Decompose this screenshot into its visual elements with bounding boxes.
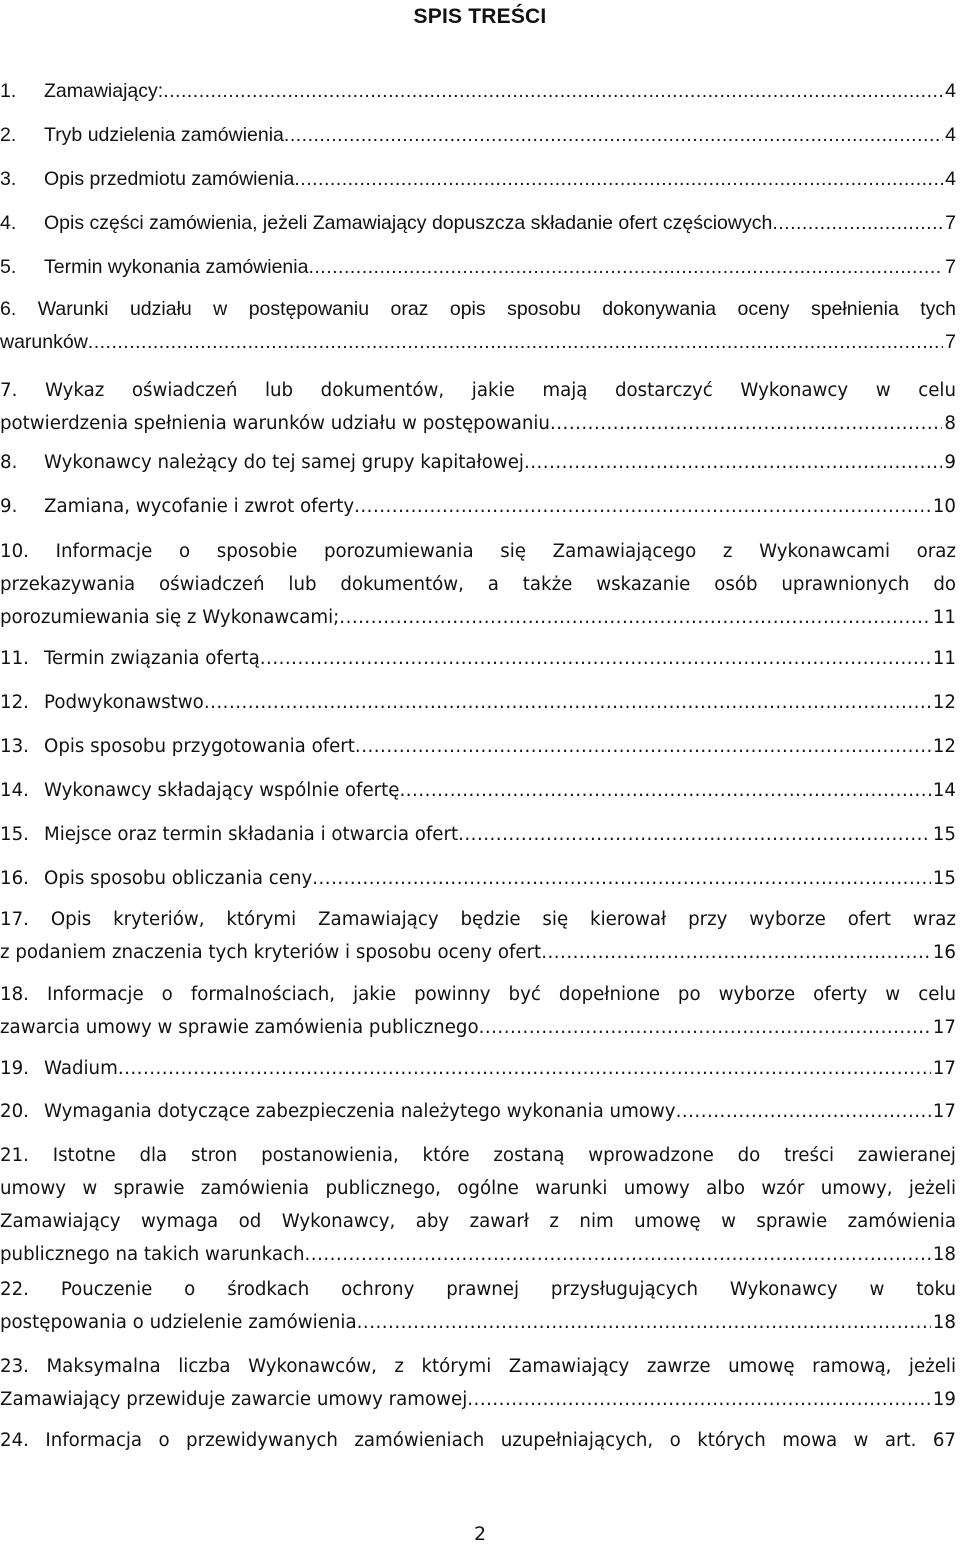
toc-entry[interactable] (0, 1139, 956, 1271)
toc-entry-text: Wadium (44, 1058, 118, 1079)
toc-entry-line (0, 163, 956, 196)
toc-entry-text: warunków (0, 331, 88, 353)
toc-entry-text: Zamawiający: (44, 80, 164, 102)
toc-entry-text: przekazywania oświadczeń lub dokumentów, a także wskazanie osób uprawnionych do (0, 574, 956, 595)
toc-entry[interactable] (0, 1052, 956, 1085)
dot-leader (676, 1095, 931, 1128)
toc-entry-line (0, 1383, 956, 1416)
toc-entry-text: Opis części zamówienia, jeżeli Zamawiający dopuszcza składanie ofert częściowych (44, 212, 773, 234)
toc-entry-text: z podaniem znaczenia tych kryteriów i sposobu oceny ofert (0, 942, 542, 963)
toc-entry-line (0, 1172, 956, 1205)
toc-entry-page: 19 (932, 1389, 956, 1410)
toc-entry[interactable] (0, 490, 956, 523)
toc-entry-line (0, 730, 956, 763)
toc-entry-number: 11. (0, 648, 29, 669)
toc-entry[interactable] (0, 978, 956, 1044)
toc-entry-text: potwierdzenia spełnienia warunków udziału w postępowaniu (0, 413, 550, 434)
dot-leader (399, 774, 930, 807)
toc-entry-line (0, 407, 956, 440)
dot-leader (88, 326, 943, 359)
toc-entry-text: Informacje o formalnościach, jakie powinny być dopełnione po wyborze oferty w celu (46, 984, 956, 1005)
toc-entry-line (0, 1350, 956, 1383)
toc-entry-text: Termin związania ofertą (44, 648, 260, 669)
toc-entry-line (0, 774, 956, 807)
toc-entry-page: 4 (945, 80, 956, 102)
toc-entry-line (0, 1424, 956, 1457)
toc-entry-page: 16 (932, 942, 956, 963)
toc-entry[interactable] (0, 75, 956, 108)
dot-leader (312, 862, 931, 895)
toc-entry-line (0, 446, 956, 479)
toc-entry-number: 12. (0, 692, 29, 713)
toc-entry-text: Pouczenie o środkach ochrony prawnej przysługujących Wykonawcy w toku (60, 1279, 956, 1300)
toc-entry-text: Opis sposobu przygotowania ofert (44, 736, 355, 757)
dot-leader (308, 251, 943, 284)
toc-entry[interactable] (0, 293, 956, 359)
toc-entry-text: zawarcia umowy w sprawie zamówienia publicznego (0, 1017, 479, 1038)
toc-entry-line (0, 601, 956, 634)
toc-entry-text: Opis sposobu obliczania ceny (44, 868, 313, 889)
toc-entry-text: Istotne dla stron postanowienia, które zostaną wprowadzone do treści zawieranej (52, 1145, 956, 1166)
toc-entry-number: 15. (0, 824, 29, 845)
toc-entry[interactable] (0, 119, 956, 152)
dot-leader (479, 1011, 931, 1044)
toc-entry[interactable] (0, 1273, 956, 1339)
dot-leader (355, 730, 931, 763)
toc-entry[interactable] (0, 251, 956, 284)
toc-entry[interactable] (0, 903, 956, 969)
toc-entry-text: Termin wykonania zamówienia (44, 256, 309, 278)
toc-entry-page: 4 (945, 124, 956, 146)
toc-entry-page: 11 (932, 607, 956, 628)
toc-entry[interactable] (0, 1350, 956, 1416)
toc-entry-text: umowy w sprawie zamówienia publicznego, ogólne warunki umowy albo wzór umowy, jeżeli (0, 1178, 956, 1199)
toc-entry-text: porozumiewania się z Wykonawcami; (0, 607, 340, 628)
toc-entry[interactable] (0, 374, 956, 440)
toc-entry-line (0, 1306, 956, 1339)
toc-entry-number: 6. (0, 298, 17, 320)
toc-entry-number: 17. (0, 909, 29, 930)
toc-entry-text: Wykonawcy składający wspólnie ofertę (44, 780, 400, 801)
toc-entry-page: 10 (932, 496, 956, 517)
toc-entry-text: Zamiana, wycofanie i zwrot oferty (44, 496, 355, 517)
dot-leader (260, 642, 931, 675)
toc-entry-page: 9 (944, 452, 956, 473)
toc-entry[interactable] (0, 686, 956, 719)
dot-leader (204, 686, 931, 719)
toc-entry-number: 3. (0, 168, 17, 190)
toc-entry-text: publicznego na takich warunkach (0, 1244, 305, 1265)
toc-entry[interactable] (0, 207, 956, 240)
toc-entry-number: 5. (0, 256, 17, 278)
toc-entry-number: 24. (0, 1430, 29, 1451)
toc-entry[interactable] (0, 818, 956, 851)
toc-entry-line (0, 326, 956, 359)
toc-entry-line (0, 936, 956, 969)
dot-leader (357, 1306, 931, 1339)
toc-entry-text: Warunki udziału w postępowaniu oraz opis sposobu dokonywania oceny spełnienia tych (37, 298, 956, 320)
toc-entry-line (0, 1095, 956, 1128)
toc-entry-line (0, 642, 956, 675)
dot-leader (550, 407, 942, 440)
toc-entry-line (0, 862, 956, 895)
dot-leader (467, 1383, 931, 1416)
toc-entry-text: Zamawiający przewiduje zawarcie umowy ramowej (0, 1389, 468, 1410)
toc-entry-line (0, 1139, 956, 1172)
toc-entry-number: 8. (0, 452, 18, 473)
toc-entry-page: 7 (945, 212, 956, 234)
toc-entry-text: Wymagania dotyczące zabezpieczenia należytego wykonania umowy (44, 1101, 676, 1122)
dot-leader (305, 1238, 931, 1271)
toc-entry[interactable] (0, 446, 956, 479)
dot-leader (772, 207, 943, 240)
toc-entry-line (0, 818, 956, 851)
toc-entry-page: 4 (945, 168, 956, 190)
toc-entry-text: Wykaz oświadczeń lub dokumentów, jakie mają dostarczyć Wykonawcy w celu (44, 380, 956, 401)
toc-entry-line (0, 1273, 956, 1306)
toc-entry[interactable] (0, 1095, 956, 1128)
toc-entry-page: 15 (932, 824, 956, 845)
toc-entry-line (0, 490, 956, 523)
dot-leader (118, 1052, 931, 1085)
toc-entry-number: 7. (0, 380, 18, 401)
toc-entry-page: 7 (945, 331, 956, 353)
toc-entry-text: Wykonawcy należący do tej samej grupy kapitałowej (44, 452, 524, 473)
toc-entry-number: 19. (0, 1058, 29, 1079)
toc-entry-line (0, 903, 956, 936)
toc-entry[interactable] (0, 1424, 956, 1457)
toc-entry-page: 18 (932, 1312, 956, 1333)
toc-entry-page: 15 (932, 868, 956, 889)
toc-entry[interactable] (0, 862, 956, 895)
dot-leader (541, 936, 931, 969)
toc-entry-number: 22. (0, 1279, 29, 1300)
toc-entry-number: 13. (0, 736, 29, 757)
toc-entry-page: 12 (932, 692, 956, 713)
toc-entry-line (0, 251, 956, 284)
toc-entry-page: 7 (945, 256, 956, 278)
toc-entry-number: 14. (0, 780, 29, 801)
toc-entry-number: 1. (0, 80, 17, 102)
toc-entry-text: Informacje o sposobie porozumiewania się Zamawiającego z Wykonawcami oraz (55, 541, 956, 562)
toc-entry-number: 20. (0, 1101, 29, 1122)
dot-leader (284, 119, 943, 152)
toc-entry-line (0, 374, 956, 407)
toc-entry[interactable] (0, 535, 956, 634)
toc-entry-text: Miejsce oraz termin składania i otwarcia ofert (44, 824, 459, 845)
toc-entry-line (0, 119, 956, 152)
toc-entry-text: Opis kryteriów, którymi Zamawiający będzie się kierował przy wyborze ofert wraz (50, 909, 956, 930)
toc-entry-line (0, 1052, 956, 1085)
toc-entry-page: 14 (932, 780, 956, 801)
toc-entry-number: 18. (0, 984, 29, 1005)
toc-entry-line (0, 686, 956, 719)
toc-entry-page: 12 (932, 736, 956, 757)
toc-entry-number: 9. (0, 496, 18, 517)
toc-entry-number: 16. (0, 868, 29, 889)
toc-entry[interactable] (0, 730, 956, 763)
toc-entry-number: 21. (0, 1145, 29, 1166)
toc-entry-page: 17 (932, 1058, 956, 1079)
toc-entry[interactable] (0, 163, 956, 196)
toc-entry-text: Maksymalna liczba Wykonawców, z którymi Zamawiający zawrze umowę ramową, jeżeli (46, 1356, 956, 1377)
dot-leader (354, 490, 931, 523)
toc-entry-number: 10. (0, 541, 29, 562)
toc-entry-line (0, 1011, 956, 1044)
toc-entry-line (0, 535, 956, 568)
dot-leader (524, 446, 942, 479)
page-number: 2 (473, 1523, 487, 1545)
toc-entry[interactable] (0, 642, 956, 675)
dot-leader (458, 818, 931, 851)
dot-leader (163, 75, 943, 108)
toc-entry-number: 4. (0, 212, 17, 234)
dot-leader (339, 601, 931, 634)
toc-entry-page: 11 (932, 648, 956, 669)
toc-entry[interactable] (0, 774, 956, 807)
toc-entry-text: Informacja o przewidywanych zamówieniach uzupełniających, o których mowa w art. 67 (45, 1430, 956, 1451)
toc-entry-line (0, 1205, 956, 1238)
toc-entry-line (0, 978, 956, 1011)
toc-entry-text: Opis przedmiotu zamówienia (44, 168, 295, 190)
toc-entry-text: postępowania o udzielenie zamówienia (0, 1312, 357, 1333)
toc-entry-text: Tryb udzielenia zamówienia (44, 124, 284, 146)
toc-entry-line (0, 293, 956, 326)
toc-entry-line (0, 1238, 956, 1271)
toc-entry-number: 23. (0, 1356, 29, 1377)
page-title: SPIS TREŚCI (413, 5, 547, 28)
toc-entry-text: Zamawiający wymaga od Wykonawcy, aby zawarł z nim umowę w sprawie zamówienia (0, 1211, 956, 1232)
toc-entry-line (0, 568, 956, 601)
toc-entry-page: 17 (932, 1101, 956, 1122)
toc-entry-line (0, 207, 956, 240)
dot-leader (294, 163, 943, 196)
toc-entry-line (0, 75, 956, 108)
toc-entry-text: Podwykonawstwo (44, 692, 204, 713)
toc-entry-page: 18 (932, 1244, 956, 1265)
toc-entry-page: 8 (944, 413, 956, 434)
toc-entry-page: 17 (932, 1017, 956, 1038)
toc-entry-number: 2. (0, 124, 17, 146)
